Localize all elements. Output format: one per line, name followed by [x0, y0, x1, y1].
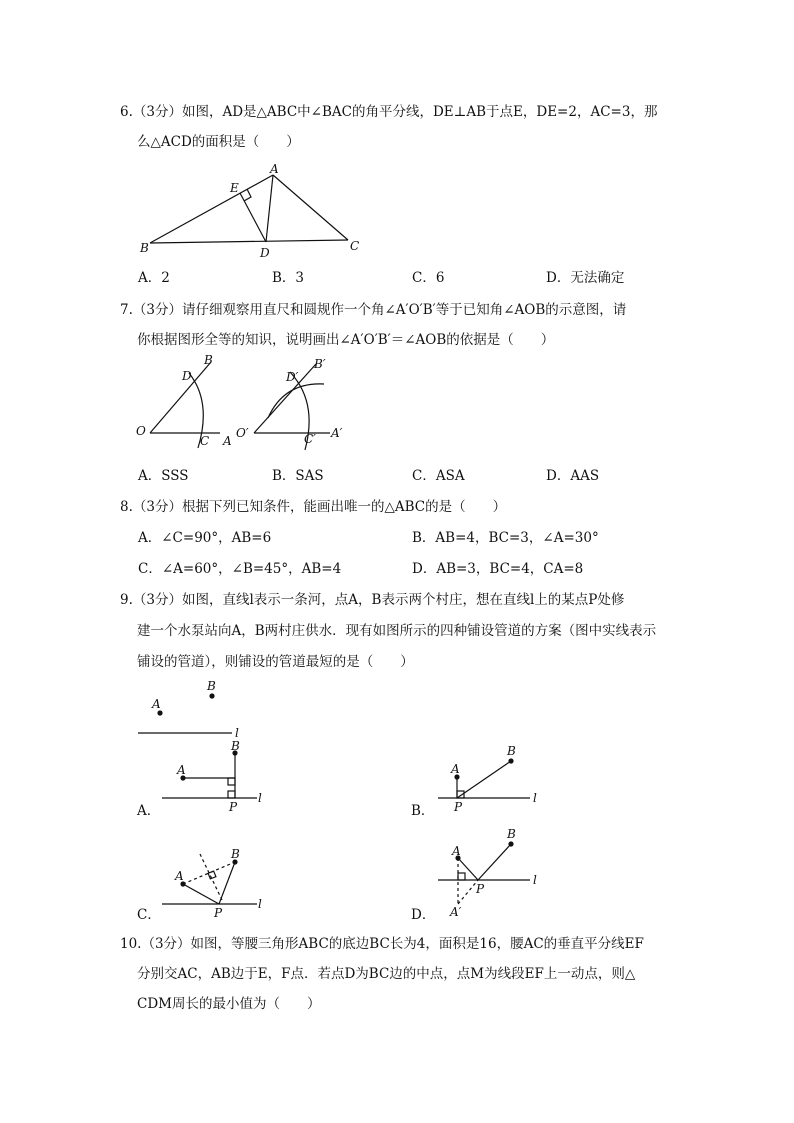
q7-option-b: B．SAS [272, 468, 324, 484]
q9-setup-label-a: A [152, 697, 161, 711]
q9-choice-a-letter: A． [137, 803, 161, 819]
q7-option-a: A．SSS [138, 468, 189, 484]
q9-choice-c-letter: C． [137, 907, 161, 923]
q9-d-label-a-prime: A′ [450, 905, 462, 919]
q9-choice-b-letter: B． [411, 803, 435, 819]
q6-option-a: A．2 [138, 270, 170, 286]
q8-option-d: D．AB=3，BC=4，CA=8 [412, 561, 584, 577]
q8-option-c: C．∠A=60°，∠B=45°，AB=4 [138, 561, 342, 577]
q6-stem-line2: 么△ACD的面积是（ ） [137, 134, 300, 150]
q10-stem-line3: CDM周长的最小值为（ ） [137, 996, 321, 1012]
q6-option-c: C．6 [412, 270, 445, 286]
q9-a-label-b: B [231, 740, 240, 753]
q7-right-label-b: B′ [314, 357, 326, 371]
q10-stem-line2: 分别交AC，AB边于E，F点．若点D为BC边的中点，点M为线段EF上一动点，则△ [137, 966, 636, 982]
q6-triangle-figure [130, 160, 370, 262]
q6-label-e: E [230, 181, 239, 195]
q9-c-label-p: P [214, 906, 223, 920]
q9-b-label-b: B [507, 744, 516, 758]
q6-label-d: D [260, 246, 270, 260]
q7-original-angle-figure [134, 352, 234, 452]
q7-stem-line2: 你根据图形全等的知识，说明画出∠A′O′B′＝∠AOB的依据是（ ） [137, 332, 555, 348]
q6-label-c: C [350, 239, 360, 253]
q9-setup-label-l: l [235, 726, 239, 740]
q8-stem: 8.（3分）根据下列已知条件，能画出唯一的△ABC的是（ ） [120, 499, 507, 515]
q9-stem-line1: 9.（3分）如图，直线l表示一条河，点A，B表示两个村庄，想在直线l上的某点P处修 [120, 592, 625, 608]
q9-choice-b-figure [428, 740, 558, 815]
q9-c-label-l: l [258, 897, 262, 911]
q9-b-label-l: l [533, 791, 537, 805]
q7-left-label-a: A [223, 434, 232, 448]
q7-left-label-o: O [136, 424, 146, 438]
q7-left-label-b: B [204, 353, 213, 367]
q6-label-a: A [270, 162, 279, 176]
q9-choice-d-figure [428, 828, 558, 923]
q9-setup-figure [130, 676, 260, 742]
q9-d-label-l: l [533, 873, 537, 887]
q9-b-label-a: A [451, 762, 460, 776]
q9-d-label-p: P [476, 882, 485, 896]
q7-constructed-angle-figure [234, 352, 354, 452]
q6-label-b: B [140, 241, 149, 255]
q8-option-b: B．AB=4，BC=3，∠A=30° [412, 530, 599, 546]
q9-a-label-a: A [177, 763, 186, 777]
q7-right-label-c: C′ [304, 432, 316, 446]
q7-option-c: C．ASA [412, 468, 465, 484]
q6-option-b: B．3 [272, 270, 305, 286]
q7-stem-line1: 7.（3分）请仔细观察用直尺和圆规作一个角∠A′O′B′等于已知角∠AOB的示意图，请 [120, 302, 627, 318]
q7-left-label-c: C [200, 434, 210, 448]
q7-right-label-o: O′ [236, 426, 249, 440]
q8-option-a: A．∠C=90°，AB=6 [138, 530, 272, 546]
q9-d-label-a: A [452, 844, 461, 858]
q9-stem-line3: 铺设的管道），则铺设的管道最短的是（ ） [137, 654, 414, 670]
q9-c-label-b: B [231, 847, 240, 861]
q7-right-label-d: D′ [286, 370, 299, 384]
q9-b-label-p: P [454, 800, 463, 814]
q9-a-label-l: l [258, 791, 262, 805]
q6-option-d: D．无法确定 [546, 270, 625, 286]
q7-option-d: D．AAS [546, 468, 600, 484]
q9-stem-line2: 建一个水泵站向A，B两村庄供水．现有如图所示的四种铺设管道的方案（图中实线表示 [137, 623, 657, 639]
q9-a-label-p: P [229, 800, 238, 814]
q7-right-label-a: A′ [331, 426, 343, 440]
q9-choice-a-figure [152, 740, 282, 815]
q6-stem-line1: 6.（3分）如图，AD是△ABC中∠BAC的角平分线，DE⊥AB于点E，DE=2，AC=3，那 [120, 104, 658, 120]
q10-stem-line1: 10.（3分）如图，等腰三角形ABC的底边BC长为4，面积是16，腰AC的垂直平分线EF [120, 936, 644, 952]
q9-setup-label-b: B [207, 679, 216, 693]
q9-c-label-a: A [175, 869, 184, 883]
q9-choice-d-letter: D． [411, 907, 436, 923]
q7-left-label-d: D [182, 369, 192, 383]
q9-d-label-b: B [507, 828, 516, 841]
q9-choice-c-figure [152, 840, 282, 925]
